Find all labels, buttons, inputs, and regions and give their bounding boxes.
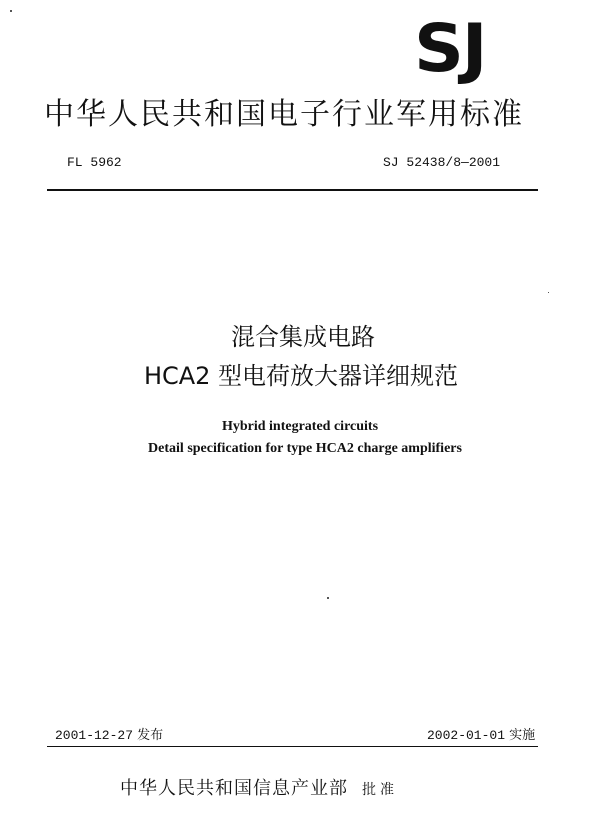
effective-date: 2002-01-01: [427, 728, 506, 743]
sj-logo: SJ: [414, 10, 486, 87]
header-rule: [47, 189, 538, 191]
scan-speck: [327, 597, 329, 599]
issue-date-block: [55, 727, 163, 745]
effective-label: 实施: [509, 728, 536, 743]
title-en-line2: Detail specification for type HCA2 charge amplifiers: [148, 441, 462, 456]
effective-date-block: [427, 727, 535, 745]
title-cn-line2: HCA2 型电荷放大器详细规范: [143, 362, 459, 390]
standard-number: SJ 52438/8—2001: [383, 155, 501, 170]
approver-line: [120, 777, 398, 802]
scan-speck: [548, 292, 549, 293]
title-en-line1: Hybrid integrated circuits: [221, 419, 379, 434]
title-cn-line1: 混合集成电路: [231, 323, 375, 351]
classification-code: FL 5962: [67, 155, 122, 170]
issue-date: 2001-12-27: [55, 728, 134, 743]
scan-speck: [10, 10, 12, 12]
org-title: 中华人民共和国电子行业军用标准: [44, 97, 524, 132]
approver-org: 中华人民共和国信息产业部: [120, 778, 348, 799]
issue-label: 发布: [137, 728, 164, 743]
footer-rule: [47, 746, 538, 747]
approver-action: 批准: [362, 782, 398, 798]
